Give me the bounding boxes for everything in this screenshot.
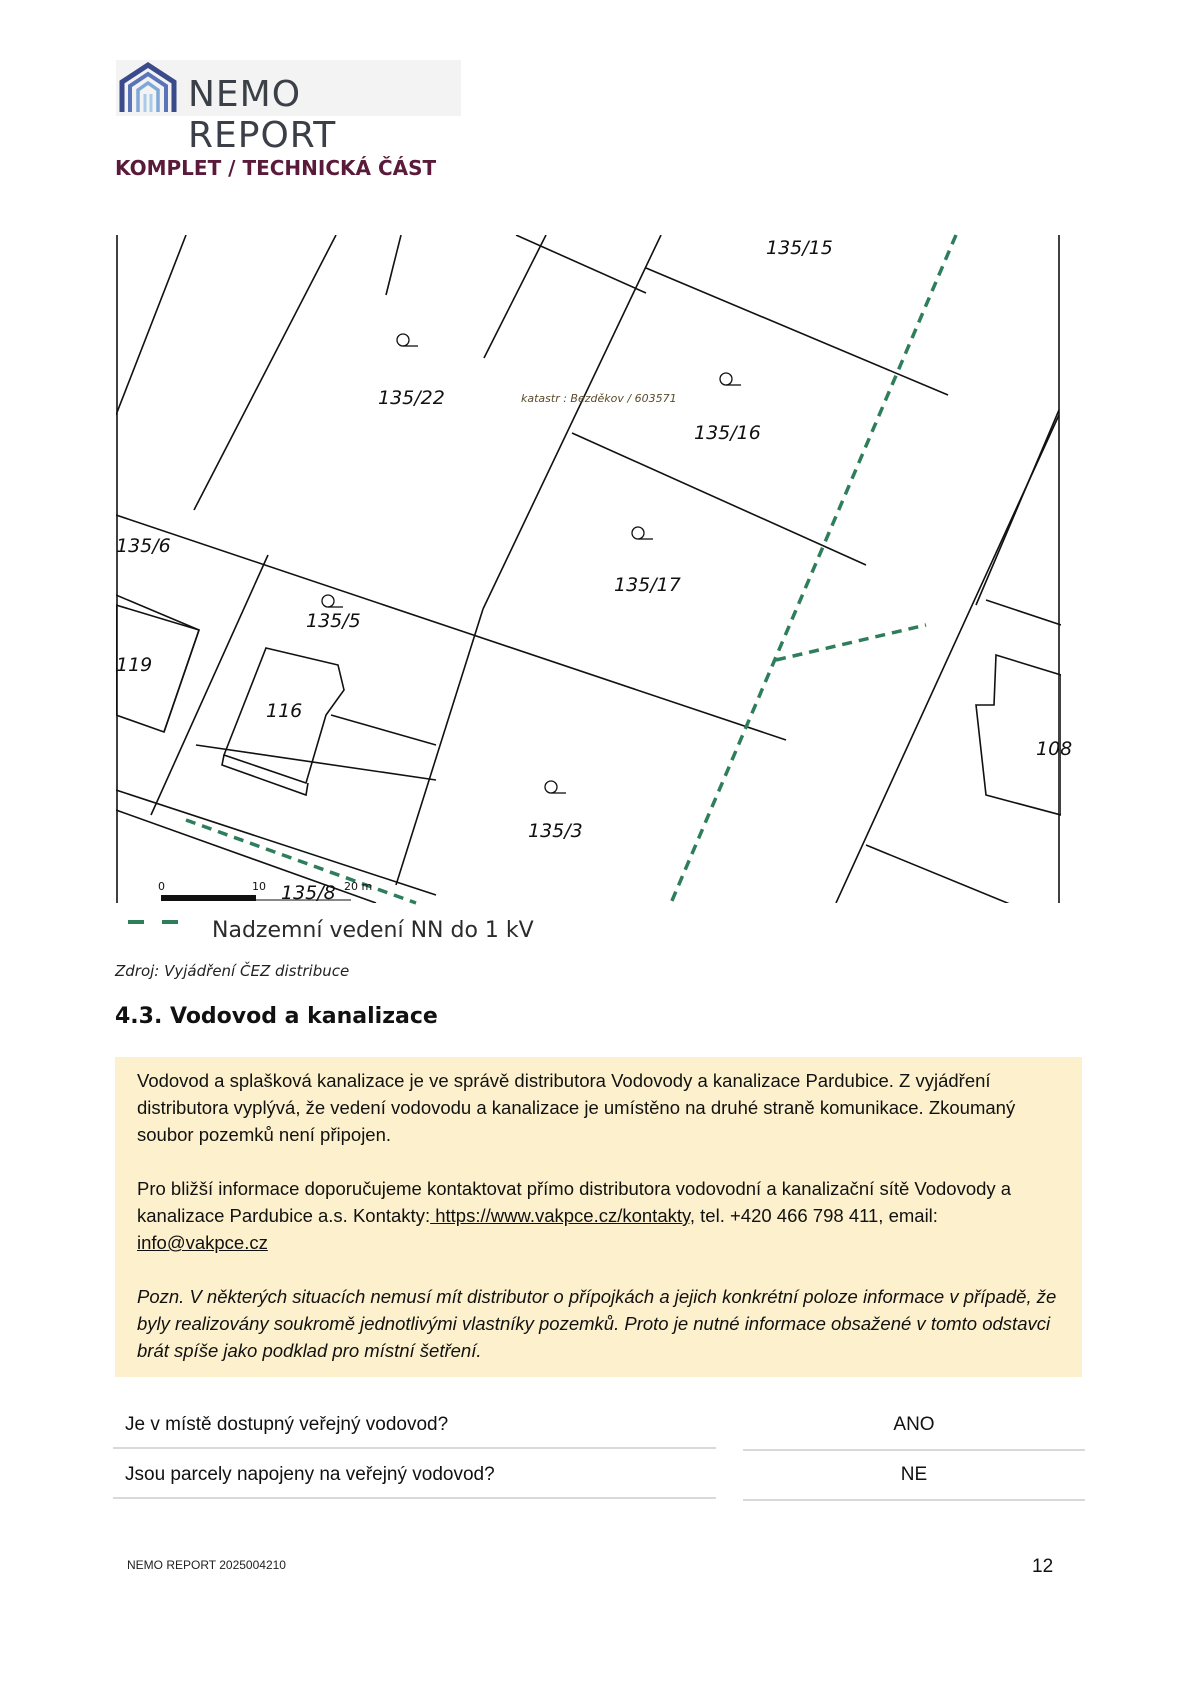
scale-label: 10: [252, 880, 266, 893]
scale-label: 20 m: [344, 880, 373, 893]
parcel-label: 135/3: [528, 820, 583, 842]
parcel-label: 135/17: [614, 574, 681, 596]
parcel-label: 135/5: [306, 610, 361, 632]
map-source: Zdroj: Vyjádření ČEZ distribuce: [115, 962, 350, 980]
parcel-line: [194, 235, 336, 510]
parcel-line: [116, 595, 199, 630]
phone-text: tel. +420 466 798 411, email:: [695, 1205, 938, 1226]
scale-label: 0: [158, 880, 165, 893]
logo: [116, 60, 461, 156]
contact-text: Pro bližší informace doporučujeme kontaktovat přímo distributora vodovodní a kanalizační sítě Vodovody a kanalizace Pardubice a.s. Kontakty:: [137, 1178, 1012, 1226]
logo-mark-icon: [118, 62, 178, 114]
section-title: KOMPLET / TECHNICKÁ ČÁST: [115, 156, 437, 180]
parcel-line: [116, 235, 186, 415]
legend-text: Nadzemní vedení NN do 1 kV: [212, 918, 534, 943]
parcel-label: 135/22: [378, 387, 445, 409]
parcel-line: [516, 235, 646, 293]
parcel-label: 135/15: [766, 237, 833, 259]
table-row: [113, 1405, 1085, 1454]
building-108: [976, 655, 1061, 815]
parcel-line: [396, 609, 483, 885]
parcel-line: [484, 235, 546, 358]
page-number: 12: [1032, 1556, 1054, 1577]
table-row: [113, 1455, 1085, 1504]
parcel-line: [986, 600, 1061, 625]
contact-paragraph: [137, 1175, 1057, 1256]
parcel-line: [646, 268, 948, 395]
cadastral-map: [116, 235, 1073, 904]
parcel-line: [976, 410, 1059, 605]
info-box: [115, 1057, 1082, 1377]
parcel-line: [116, 810, 376, 903]
power-line: [776, 625, 926, 660]
email-link[interactable]: info@vakpce.cz: [137, 1232, 268, 1253]
parcel-label: 116: [266, 700, 303, 722]
parcel-label: 108: [1036, 738, 1073, 760]
contacts-link[interactable]: https://www.vakpce.cz/kontakty,: [430, 1205, 696, 1226]
answer-cell: NE: [743, 1455, 1085, 1501]
info-paragraph: Vodovod a splašková kanalizace je ve správě distributora Vodovody a kanalizace Pardubice. Z vyjádření distributora vyplývá, že vedení vodovodu a kanalizace je umístěno na druhé straně komunikace. Zkoumaný soubor pozemků není připojen.: [137, 1070, 1016, 1145]
parcel-line: [572, 433, 866, 565]
section-heading: 4.3. Vodovod a kanalizace: [115, 1004, 438, 1029]
parcel-line: [116, 515, 786, 740]
parcel-label: 119: [116, 654, 153, 676]
question-cell: Jsou parcely napojeny na veřejný vodovod?: [113, 1455, 716, 1499]
note-paragraph: Pozn. V některých situacích nemusí mít distributor o přípojkách a jejich konkrétní poloze informace v případě, že byly realizovány soukromě jednotlivými vlastníky pozemků. Proto je nutné informace obsažené v tomto odstavci brát spíše jako podklad pro místní šetření.: [137, 1286, 1057, 1361]
parcel-line: [483, 235, 661, 609]
parcel-line: [866, 845, 1061, 925]
answer-cell: ANO: [743, 1405, 1085, 1451]
report-id: NEMO REPORT 2025004210: [127, 1558, 286, 1572]
parcel-line: [386, 235, 401, 295]
cadastre-label: katastr : Bezděkov / 603571: [521, 392, 677, 405]
question-cell: Je v místě dostupný veřejný vodovod?: [113, 1405, 716, 1449]
parcel-label: 135/6: [116, 535, 171, 557]
parcel-label: 135/16: [694, 422, 761, 444]
power-line: [671, 235, 956, 903]
parcel-line: [331, 715, 436, 745]
legend-line-icon: [128, 915, 188, 929]
brand-name: NEMO REPORT: [188, 74, 337, 156]
parcel-label: 135/8: [281, 882, 336, 904]
